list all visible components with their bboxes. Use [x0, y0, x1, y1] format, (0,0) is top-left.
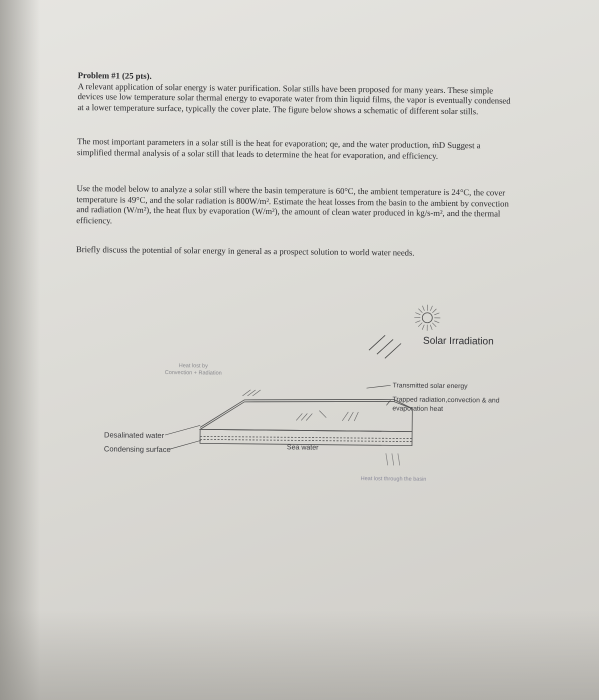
label-transmitted-solar: Transmitted solar energy: [392, 382, 468, 391]
basin: [200, 429, 412, 445]
label-condensing-surface: Condensing surface: [103, 444, 171, 455]
label-solar-irradiation: Solar Irradiation: [423, 335, 494, 348]
label-heat-lost-convection: [165, 363, 222, 378]
paragraph-discuss: Briefly discuss the potential of solar energy in general as a prospect solution to world water needs.: [75, 244, 415, 258]
paper-sheet: [64, 60, 540, 665]
paragraph-model: Use the model below to analyze a solar still where the basin temperature is 60°C, the ambient temperature is 24°C, the cover temperature is 49°C, and the solar radiation is 800W/m². Estimate the heat losses from the basin to the ambient by convection and radiation (W/m²), the heat flux by evaporation (W/m²), the amount of clean water produced in kg/s-m², and the thermal efficiency.: [76, 183, 509, 226]
shadow-left: [0, 0, 40, 700]
basin-loss-arrows: [386, 453, 400, 465]
solar-still-diagram: [65, 290, 537, 525]
pointer-lines: [165, 383, 391, 451]
label-sea-water: Sea water: [286, 444, 319, 452]
problem-title: Problem #1 (25 pts).: [77, 70, 152, 81]
problem-intro: [77, 70, 517, 117]
heat-arrows: [242, 390, 358, 421]
label-trapped-radiation: Trapped radiation,convection & and evaporation heat: [392, 396, 500, 413]
label-heat-lost-line2: Convection + Radiation: [164, 370, 222, 377]
sun-icon: [414, 305, 440, 331]
paragraph-intro: A relevant application of solar energy is water purification. Solar stills have been proposed for many years. These simple devices use low temperature solar thermal energy to evaporate water from thin liquid films, the vapor is eventually condensed at a lower temperature surface, typically the cover plate. The figure below shows a schematic of different solar stills.: [77, 80, 511, 117]
label-heat-lost-basin: Heat lost through the basin: [360, 476, 427, 483]
solar-ray-lines: [369, 335, 401, 358]
paragraph-parameters: The most important parameters in a solar still is the heat for evaporation; qe, and the water production, ṁD Suggest a simplified thermal analysis of a solar still that leads to determine the heat for evaporation, and efficiency.: [76, 136, 481, 161]
label-desalinated-water: Desalinated water: [104, 430, 165, 441]
label-heat-lost-line1: Heat lost by: [178, 363, 208, 370]
